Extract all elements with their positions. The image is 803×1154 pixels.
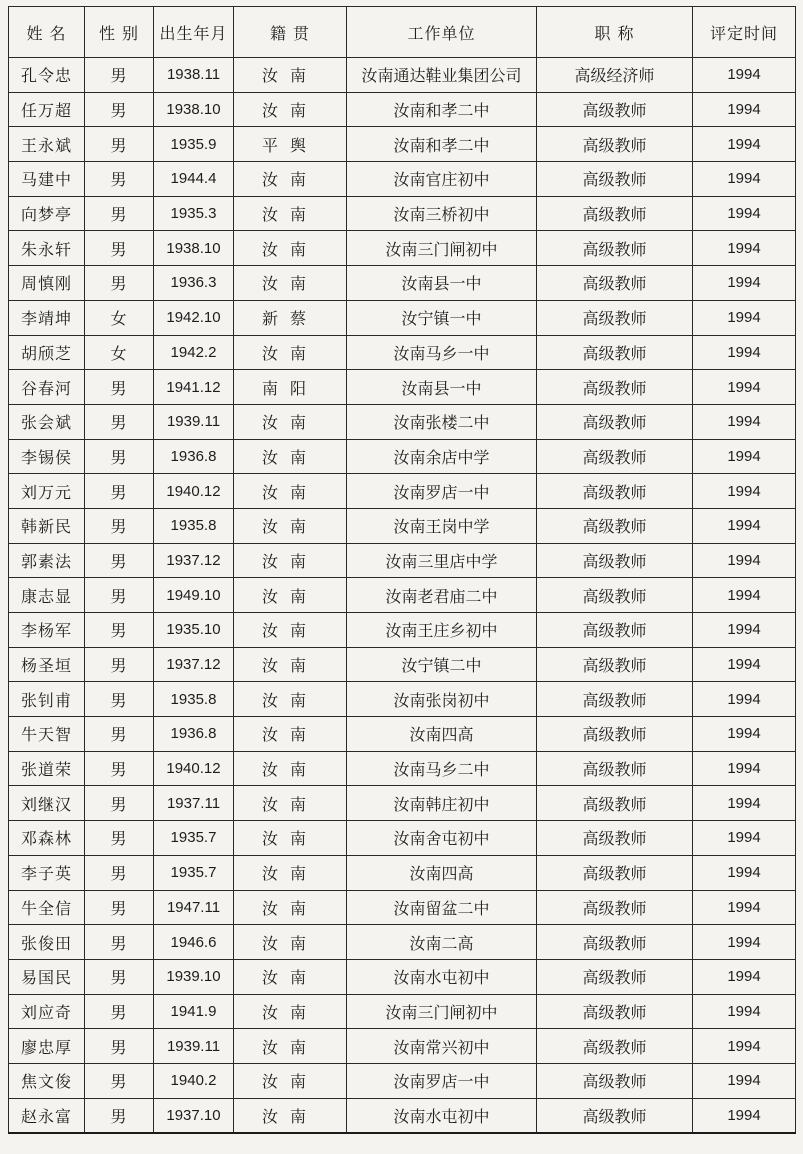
evaluation-year-cell: 1994	[693, 404, 796, 439]
evaluation-year-cell: 1994	[693, 1029, 796, 1064]
table-row	[9, 92, 796, 127]
work-unit-cell: 汝南四高	[347, 717, 537, 752]
name-cell: 李杨军	[9, 613, 85, 648]
table-row	[9, 162, 796, 197]
native-place-cell: 汝南	[234, 58, 347, 93]
birth-date-cell: 1940.12	[154, 474, 234, 509]
name-cell: 刘应奇	[9, 994, 85, 1029]
table-row	[9, 508, 796, 543]
birth-date-cell: 1939.11	[154, 404, 234, 439]
gender-cell: 男	[85, 231, 154, 266]
evaluation-year-cell: 1994	[693, 474, 796, 509]
title-cell: 高级教师	[537, 543, 693, 578]
work-unit-cell: 汝南罗店一中	[347, 1063, 537, 1098]
title-cell: 高级教师	[537, 613, 693, 648]
title-cell: 高级教师	[537, 266, 693, 301]
birth-date-cell: 1935.8	[154, 508, 234, 543]
name-cell: 张钊甫	[9, 682, 85, 717]
birth-date-cell: 1940.12	[154, 751, 234, 786]
native-place-cell: 汝南	[234, 439, 347, 474]
work-unit-cell: 汝南王岗中学	[347, 508, 537, 543]
table-row	[9, 58, 796, 93]
title-cell: 高级教师	[537, 994, 693, 1029]
gender-cell: 男	[85, 508, 154, 543]
evaluation-year-cell: 1994	[693, 717, 796, 752]
table-row	[9, 439, 796, 474]
work-unit-cell: 汝南三门闸初中	[347, 994, 537, 1029]
header-birth-date: 出生年月	[154, 7, 234, 58]
title-cell: 高级经济师	[537, 58, 693, 93]
table-row	[9, 231, 796, 266]
native-place-cell: 汝南	[234, 925, 347, 960]
table-row	[9, 543, 796, 578]
work-unit-cell: 汝南余店中学	[347, 439, 537, 474]
evaluation-year-cell: 1994	[693, 92, 796, 127]
title-cell: 高级教师	[537, 959, 693, 994]
birth-date-cell: 1944.4	[154, 162, 234, 197]
native-place-cell: 汝南	[234, 786, 347, 821]
evaluation-year-cell: 1994	[693, 786, 796, 821]
title-cell: 高级教师	[537, 439, 693, 474]
birth-date-cell: 1935.8	[154, 682, 234, 717]
name-cell: 张会斌	[9, 404, 85, 439]
table-row	[9, 370, 796, 405]
evaluation-year-cell: 1994	[693, 335, 796, 370]
native-place-cell: 汝南	[234, 578, 347, 613]
gender-cell: 男	[85, 994, 154, 1029]
gender-cell: 男	[85, 1029, 154, 1064]
work-unit-cell: 汝南张岗初中	[347, 682, 537, 717]
evaluation-year-cell: 1994	[693, 647, 796, 682]
header-title: 职 称	[537, 7, 693, 58]
title-cell: 高级教师	[537, 751, 693, 786]
gender-cell: 男	[85, 127, 154, 162]
work-unit-cell: 汝南马乡二中	[347, 751, 537, 786]
name-cell: 李靖坤	[9, 300, 85, 335]
gender-cell: 男	[85, 855, 154, 890]
name-cell: 周慎刚	[9, 266, 85, 301]
work-unit-cell: 汝南二高	[347, 925, 537, 960]
title-cell: 高级教师	[537, 127, 693, 162]
birth-date-cell: 1935.9	[154, 127, 234, 162]
name-cell: 刘继汉	[9, 786, 85, 821]
title-cell: 高级教师	[537, 404, 693, 439]
native-place-cell: 汝南	[234, 474, 347, 509]
birth-date-cell: 1935.10	[154, 613, 234, 648]
work-unit-cell: 汝南通达鞋业集团公司	[347, 58, 537, 93]
birth-date-cell: 1949.10	[154, 578, 234, 613]
header-row	[9, 7, 796, 58]
birth-date-cell: 1935.3	[154, 196, 234, 231]
name-cell: 焦文俊	[9, 1063, 85, 1098]
evaluation-year-cell: 1994	[693, 127, 796, 162]
work-unit-cell: 汝南舍屯初中	[347, 821, 537, 856]
evaluation-year-cell: 1994	[693, 508, 796, 543]
birth-date-cell: 1935.7	[154, 855, 234, 890]
table-row	[9, 959, 796, 994]
table-row	[9, 127, 796, 162]
birth-date-cell: 1937.10	[154, 1098, 234, 1133]
gender-cell: 男	[85, 474, 154, 509]
header-gender: 性 别	[85, 7, 154, 58]
birth-date-cell: 1937.12	[154, 647, 234, 682]
name-cell: 王永斌	[9, 127, 85, 162]
work-unit-cell: 汝南三里店中学	[347, 543, 537, 578]
native-place-cell: 汝南	[234, 959, 347, 994]
table-row	[9, 1063, 796, 1098]
work-unit-cell: 汝南四高	[347, 855, 537, 890]
native-place-cell: 汝南	[234, 613, 347, 648]
evaluation-year-cell: 1994	[693, 1063, 796, 1098]
gender-cell: 女	[85, 300, 154, 335]
native-place-cell: 南阳	[234, 370, 347, 405]
gender-cell: 男	[85, 196, 154, 231]
native-place-cell: 汝南	[234, 682, 347, 717]
table-row	[9, 474, 796, 509]
native-place-cell: 汝南	[234, 92, 347, 127]
native-place-cell: 汝南	[234, 1063, 347, 1098]
table-row	[9, 613, 796, 648]
table-row	[9, 404, 796, 439]
table-row	[9, 786, 796, 821]
title-cell: 高级教师	[537, 682, 693, 717]
gender-cell: 男	[85, 370, 154, 405]
header-name: 姓 名	[9, 7, 85, 58]
evaluation-year-cell: 1994	[693, 821, 796, 856]
gender-cell: 男	[85, 58, 154, 93]
birth-date-cell: 1938.10	[154, 231, 234, 266]
birth-date-cell: 1935.7	[154, 821, 234, 856]
evaluation-year-cell: 1994	[693, 300, 796, 335]
name-cell: 刘万元	[9, 474, 85, 509]
native-place-cell: 汝南	[234, 508, 347, 543]
gender-cell: 男	[85, 682, 154, 717]
name-cell: 廖忠厚	[9, 1029, 85, 1064]
native-place-cell: 汝南	[234, 821, 347, 856]
name-cell: 朱永轩	[9, 231, 85, 266]
native-place-cell: 新蔡	[234, 300, 347, 335]
work-unit-cell: 汝南韩庄初中	[347, 786, 537, 821]
name-cell: 张俊田	[9, 925, 85, 960]
gender-cell: 男	[85, 578, 154, 613]
header-evaluation-year: 评定时间	[693, 7, 796, 58]
title-cell: 高级教师	[537, 855, 693, 890]
gender-cell: 男	[85, 751, 154, 786]
birth-date-cell: 1936.8	[154, 439, 234, 474]
table-row	[9, 647, 796, 682]
birth-date-cell: 1941.12	[154, 370, 234, 405]
name-cell: 李子英	[9, 855, 85, 890]
name-cell: 牛全信	[9, 890, 85, 925]
birth-date-cell: 1939.11	[154, 1029, 234, 1064]
evaluation-year-cell: 1994	[693, 925, 796, 960]
table-row	[9, 821, 796, 856]
name-cell: 郭素法	[9, 543, 85, 578]
native-place-cell: 汝南	[234, 1029, 347, 1064]
evaluation-year-cell: 1994	[693, 439, 796, 474]
name-cell: 李锡侯	[9, 439, 85, 474]
birth-date-cell: 1938.10	[154, 92, 234, 127]
name-cell: 易国民	[9, 959, 85, 994]
native-place-cell: 汝南	[234, 751, 347, 786]
birth-date-cell: 1940.2	[154, 1063, 234, 1098]
evaluation-year-cell: 1994	[693, 58, 796, 93]
work-unit-cell: 汝南张楼二中	[347, 404, 537, 439]
title-cell: 高级教师	[537, 92, 693, 127]
native-place-cell: 汝南	[234, 717, 347, 752]
title-cell: 高级教师	[537, 370, 693, 405]
work-unit-cell: 汝南和孝二中	[347, 127, 537, 162]
native-place-cell: 汝南	[234, 266, 347, 301]
birth-date-cell: 1941.9	[154, 994, 234, 1029]
evaluation-year-cell: 1994	[693, 682, 796, 717]
gender-cell: 男	[85, 821, 154, 856]
evaluation-year-cell: 1994	[693, 890, 796, 925]
table-header	[9, 7, 796, 58]
native-place-cell: 汝南	[234, 855, 347, 890]
evaluation-year-cell: 1994	[693, 266, 796, 301]
native-place-cell: 汝南	[234, 647, 347, 682]
title-cell: 高级教师	[537, 162, 693, 197]
table-row	[9, 925, 796, 960]
title-cell: 高级教师	[537, 196, 693, 231]
evaluation-year-cell: 1994	[693, 613, 796, 648]
table-row	[9, 300, 796, 335]
gender-cell: 男	[85, 717, 154, 752]
work-unit-cell: 汝宁镇一中	[347, 300, 537, 335]
table-row	[9, 578, 796, 613]
native-place-cell: 平舆	[234, 127, 347, 162]
work-unit-cell: 汝南县一中	[347, 370, 537, 405]
native-place-cell: 汝南	[234, 335, 347, 370]
work-unit-cell: 汝南罗店一中	[347, 474, 537, 509]
name-cell: 杨圣垣	[9, 647, 85, 682]
title-cell: 高级教师	[537, 1063, 693, 1098]
birth-date-cell: 1939.10	[154, 959, 234, 994]
native-place-cell: 汝南	[234, 890, 347, 925]
gender-cell: 男	[85, 925, 154, 960]
birth-date-cell: 1938.11	[154, 58, 234, 93]
name-cell: 赵永富	[9, 1098, 85, 1133]
gender-cell: 男	[85, 786, 154, 821]
name-cell: 向梦亭	[9, 196, 85, 231]
title-cell: 高级教师	[537, 1029, 693, 1064]
birth-date-cell: 1936.8	[154, 717, 234, 752]
name-cell: 孔令忠	[9, 58, 85, 93]
title-cell: 高级教师	[537, 647, 693, 682]
native-place-cell: 汝南	[234, 196, 347, 231]
title-cell: 高级教师	[537, 300, 693, 335]
name-cell: 张道荣	[9, 751, 85, 786]
name-cell: 康志显	[9, 578, 85, 613]
header-work-unit: 工作单位	[347, 7, 537, 58]
gender-cell: 男	[85, 266, 154, 301]
table-row	[9, 196, 796, 231]
work-unit-cell: 汝南常兴初中	[347, 1029, 537, 1064]
title-cell: 高级教师	[537, 890, 693, 925]
senior-title-table	[8, 6, 796, 1134]
work-unit-cell: 汝南老君庙二中	[347, 578, 537, 613]
birth-date-cell: 1936.3	[154, 266, 234, 301]
evaluation-year-cell: 1994	[693, 196, 796, 231]
table-row	[9, 890, 796, 925]
table-row	[9, 751, 796, 786]
work-unit-cell: 汝南水屯初中	[347, 1098, 537, 1133]
native-place-cell: 汝南	[234, 162, 347, 197]
evaluation-year-cell: 1994	[693, 578, 796, 613]
native-place-cell: 汝南	[234, 404, 347, 439]
evaluation-year-cell: 1994	[693, 855, 796, 890]
table-row	[9, 717, 796, 752]
work-unit-cell: 汝南留盆二中	[347, 890, 537, 925]
gender-cell: 男	[85, 1063, 154, 1098]
work-unit-cell: 汝宁镇二中	[347, 647, 537, 682]
gender-cell: 男	[85, 1098, 154, 1133]
work-unit-cell: 汝南三桥初中	[347, 196, 537, 231]
evaluation-year-cell: 1994	[693, 370, 796, 405]
title-cell: 高级教师	[537, 474, 693, 509]
birth-date-cell: 1947.11	[154, 890, 234, 925]
gender-cell: 男	[85, 613, 154, 648]
name-cell: 谷春河	[9, 370, 85, 405]
gender-cell: 男	[85, 647, 154, 682]
birth-date-cell: 1937.12	[154, 543, 234, 578]
gender-cell: 男	[85, 890, 154, 925]
work-unit-cell: 汝南三门闸初中	[347, 231, 537, 266]
gender-cell: 男	[85, 959, 154, 994]
title-cell: 高级教师	[537, 821, 693, 856]
table-row	[9, 682, 796, 717]
birth-date-cell: 1937.11	[154, 786, 234, 821]
title-cell: 高级教师	[537, 231, 693, 266]
evaluation-year-cell: 1994	[693, 1098, 796, 1133]
birth-date-cell: 1946.6	[154, 925, 234, 960]
evaluation-year-cell: 1994	[693, 959, 796, 994]
native-place-cell: 汝南	[234, 543, 347, 578]
title-cell: 高级教师	[537, 1098, 693, 1133]
work-unit-cell: 汝南官庄初中	[347, 162, 537, 197]
table-body	[9, 58, 796, 1134]
table-row	[9, 1098, 796, 1133]
title-cell: 高级教师	[537, 578, 693, 613]
gender-cell: 女	[85, 335, 154, 370]
name-cell: 任万超	[9, 92, 85, 127]
table-row	[9, 335, 796, 370]
work-unit-cell: 汝南王庄乡初中	[347, 613, 537, 648]
table-row	[9, 994, 796, 1029]
work-unit-cell: 汝南水屯初中	[347, 959, 537, 994]
name-cell: 胡颀芝	[9, 335, 85, 370]
name-cell: 牛天智	[9, 717, 85, 752]
gender-cell: 男	[85, 162, 154, 197]
title-cell: 高级教师	[537, 925, 693, 960]
gender-cell: 男	[85, 92, 154, 127]
work-unit-cell: 汝南和孝二中	[347, 92, 537, 127]
table-row	[9, 855, 796, 890]
evaluation-year-cell: 1994	[693, 994, 796, 1029]
birth-date-cell: 1942.2	[154, 335, 234, 370]
birth-date-cell: 1942.10	[154, 300, 234, 335]
evaluation-year-cell: 1994	[693, 543, 796, 578]
title-cell: 高级教师	[537, 508, 693, 543]
work-unit-cell: 汝南马乡一中	[347, 335, 537, 370]
name-cell: 韩新民	[9, 508, 85, 543]
work-unit-cell: 汝南县一中	[347, 266, 537, 301]
title-cell: 高级教师	[537, 717, 693, 752]
evaluation-year-cell: 1994	[693, 162, 796, 197]
native-place-cell: 汝南	[234, 994, 347, 1029]
evaluation-year-cell: 1994	[693, 231, 796, 266]
gender-cell: 男	[85, 404, 154, 439]
table-row	[9, 266, 796, 301]
native-place-cell: 汝南	[234, 1098, 347, 1133]
title-cell: 高级教师	[537, 786, 693, 821]
evaluation-year-cell: 1994	[693, 751, 796, 786]
header-native-place: 籍 贯	[234, 7, 347, 58]
name-cell: 马建中	[9, 162, 85, 197]
title-cell: 高级教师	[537, 335, 693, 370]
native-place-cell: 汝南	[234, 231, 347, 266]
table-row	[9, 1029, 796, 1064]
gender-cell: 男	[85, 439, 154, 474]
gender-cell: 男	[85, 543, 154, 578]
name-cell: 邓森林	[9, 821, 85, 856]
